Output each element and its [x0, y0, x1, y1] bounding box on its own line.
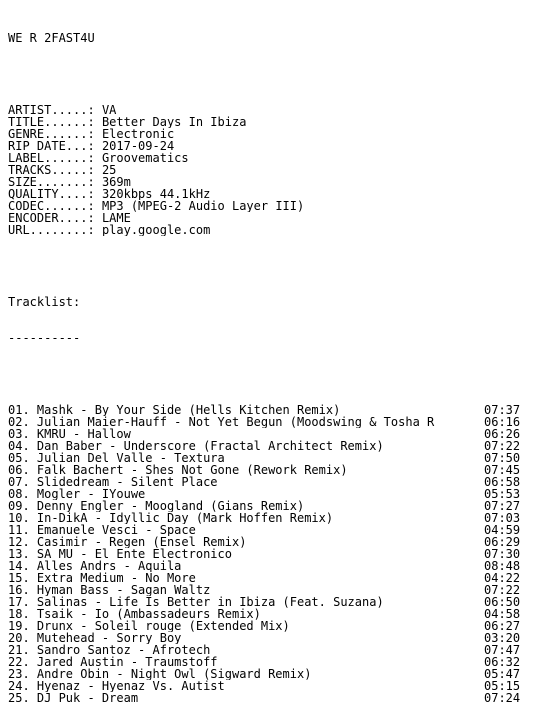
- track-duration: 06:32: [484, 655, 521, 669]
- track-duration: 06:16: [484, 415, 521, 429]
- track-row: [8, 608, 532, 620]
- track-row: [8, 656, 532, 668]
- track-title: 14. Alles Andrs - Aquila: [8, 560, 182, 572]
- track-row: [8, 632, 532, 644]
- info-key: URL........:: [8, 224, 95, 236]
- track-row: [8, 500, 532, 512]
- track-title: 09. Denny Engler - Moogland (Gians Remix): [8, 500, 305, 512]
- track-title: 04. Dan Baber - Underscore (Fractal Architect Remix): [8, 440, 384, 452]
- info-block: [8, 104, 532, 236]
- info-value: 369m: [101, 176, 131, 188]
- track-duration: 06:26: [484, 427, 521, 441]
- track-row: [8, 584, 532, 596]
- track-title: 10. In-DikA - Idyllic Day (Mark Hoffen Remix): [8, 512, 334, 524]
- track-row: [8, 428, 532, 440]
- track-row: [8, 560, 532, 572]
- info-value: Groovematics: [101, 152, 189, 164]
- info-key: ARTIST.....:: [8, 104, 95, 116]
- track-title: 20. Mutehead - Sorry Boy: [8, 632, 182, 644]
- info-key: CODEC......:: [8, 200, 95, 212]
- track-duration: 04:59: [484, 523, 521, 537]
- track-duration: 06:50: [484, 595, 521, 609]
- track-row: [8, 404, 532, 416]
- track-title: 12. Casimir - Regen (Ensel Remix): [8, 536, 247, 548]
- track-duration: 06:58: [484, 475, 521, 489]
- track-duration: 04:58: [484, 607, 521, 621]
- info-row: [8, 224, 532, 236]
- info-key: GENRE......:: [8, 128, 95, 140]
- track-row: [8, 440, 532, 452]
- track-title: 07. Slidedream - Silent Place: [8, 476, 218, 488]
- info-row: [8, 176, 532, 188]
- spacer: [8, 260, 532, 272]
- track-duration: 06:27: [484, 619, 521, 633]
- track-row: [8, 488, 532, 500]
- track-title: 17. Salinas - Life Is Better in Ibiza (Feat. Suzana): [8, 596, 384, 608]
- track-duration: 05:53: [484, 487, 521, 501]
- track-duration: 07:22: [484, 583, 521, 597]
- track-row: [8, 572, 532, 584]
- info-row: [8, 212, 532, 224]
- info-key: SIZE.......:: [8, 176, 95, 188]
- info-row: [8, 104, 532, 116]
- track-row: [8, 668, 532, 680]
- track-title: 25. DJ Puk - Dream: [8, 692, 139, 704]
- track-title: 22. Jared Austin - Traumstoff: [8, 656, 218, 668]
- track-title: 08. Mogler - IYouwe: [8, 488, 146, 500]
- release-name: WE R 2FAST4U: [8, 32, 95, 44]
- track-duration: 05:47: [484, 667, 521, 681]
- info-value: Electronic: [101, 128, 175, 140]
- track-duration: 07:27: [484, 499, 521, 513]
- track-row: [8, 692, 532, 704]
- info-value: Better Days In Ibiza: [101, 116, 247, 128]
- info-key: RIP DATE...:: [8, 140, 95, 152]
- info-value: 320kbps 44.1kHz: [101, 188, 211, 200]
- info-value: VA: [101, 104, 117, 116]
- spacer: [8, 68, 532, 80]
- tracklist-heading: Tracklist:: [8, 296, 81, 308]
- track-row: [8, 620, 532, 632]
- track-duration: 07:47: [484, 643, 521, 657]
- tracklist: [8, 404, 532, 704]
- track-duration: 08:48: [484, 559, 521, 573]
- track-title: 03. KMRU - Hallow: [8, 428, 131, 440]
- track-title: 16. Hyman Bass - Sagan Waltz: [8, 584, 211, 596]
- track-duration: 03:20: [484, 631, 521, 645]
- track-title: 05. Julian Del Valle - Textura: [8, 452, 225, 464]
- track-duration: 07:30: [484, 547, 521, 561]
- track-row: [8, 548, 532, 560]
- tracklist-underline: ----------: [8, 332, 81, 344]
- track-row: [8, 524, 532, 536]
- track-title: 19. Drunx - Soleil rouge (Extended Mix): [8, 620, 290, 632]
- info-row: [8, 164, 532, 176]
- track-title: 18. Tsaik - Io (Ambassadeurs Remix): [8, 608, 261, 620]
- info-value: LAME: [101, 212, 131, 224]
- track-duration: 07:50: [484, 451, 521, 465]
- info-row: [8, 152, 532, 164]
- track-row: [8, 596, 532, 608]
- spacer: [8, 368, 532, 380]
- track-title: 06. Falk Bachert - Shes Not Gone (Rework Remix): [8, 464, 348, 476]
- info-key: QUALITY....:: [8, 188, 95, 200]
- info-value: play.google.com: [101, 224, 211, 236]
- info-key: ENCODER....:: [8, 212, 95, 224]
- track-duration: 07:03: [484, 511, 521, 525]
- info-key: TRACKS.....:: [8, 164, 95, 176]
- track-title: 21. Sandro Santoz - Afrotech: [8, 644, 211, 656]
- info-key: LABEL......:: [8, 152, 95, 164]
- track-row: [8, 464, 532, 476]
- info-value: MP3 (MPEG-2 Audio Layer III): [101, 200, 305, 212]
- track-row: [8, 452, 532, 464]
- info-value: 2017-09-24: [101, 140, 175, 152]
- track-duration: 05:15: [484, 679, 521, 693]
- track-title: 24. Hyenaz - Hyenaz Vs. Autist: [8, 680, 225, 692]
- track-row: [8, 476, 532, 488]
- track-duration: 07:24: [484, 691, 521, 705]
- info-row: [8, 116, 532, 128]
- track-duration: 07:45: [484, 463, 521, 477]
- track-row: [8, 512, 532, 524]
- track-title: 11. Emanuele Vesci - Space: [8, 524, 196, 536]
- info-value: 25: [101, 164, 117, 176]
- track-title: 13. SA_MU - El Ente Electronico: [8, 548, 232, 560]
- nfo-document: [8, 8, 532, 716]
- track-duration: 04:22: [484, 571, 521, 585]
- track-title: 23. Andre Obin - Night Owl (Sigward Remix): [8, 668, 312, 680]
- info-row: [8, 140, 532, 152]
- track-title: 15. Extra Medium - No More: [8, 572, 196, 584]
- info-row: [8, 188, 532, 200]
- info-key: TITLE......:: [8, 116, 95, 128]
- info-row: [8, 200, 532, 212]
- track-title: 01. Mashk - By Your Side (Hells Kitchen Remix): [8, 404, 341, 416]
- track-duration: 06:29: [484, 535, 521, 549]
- track-row: [8, 644, 532, 656]
- track-row: [8, 536, 532, 548]
- track-duration: 07:22: [484, 439, 521, 453]
- track-duration: 07:37: [484, 403, 521, 417]
- info-row: [8, 128, 532, 140]
- track-row: [8, 680, 532, 692]
- track-title: 02. Julian Maier-Hauff - Not Yet Begun (Moodswing & Tosha R: [8, 416, 435, 428]
- track-row: [8, 416, 532, 428]
